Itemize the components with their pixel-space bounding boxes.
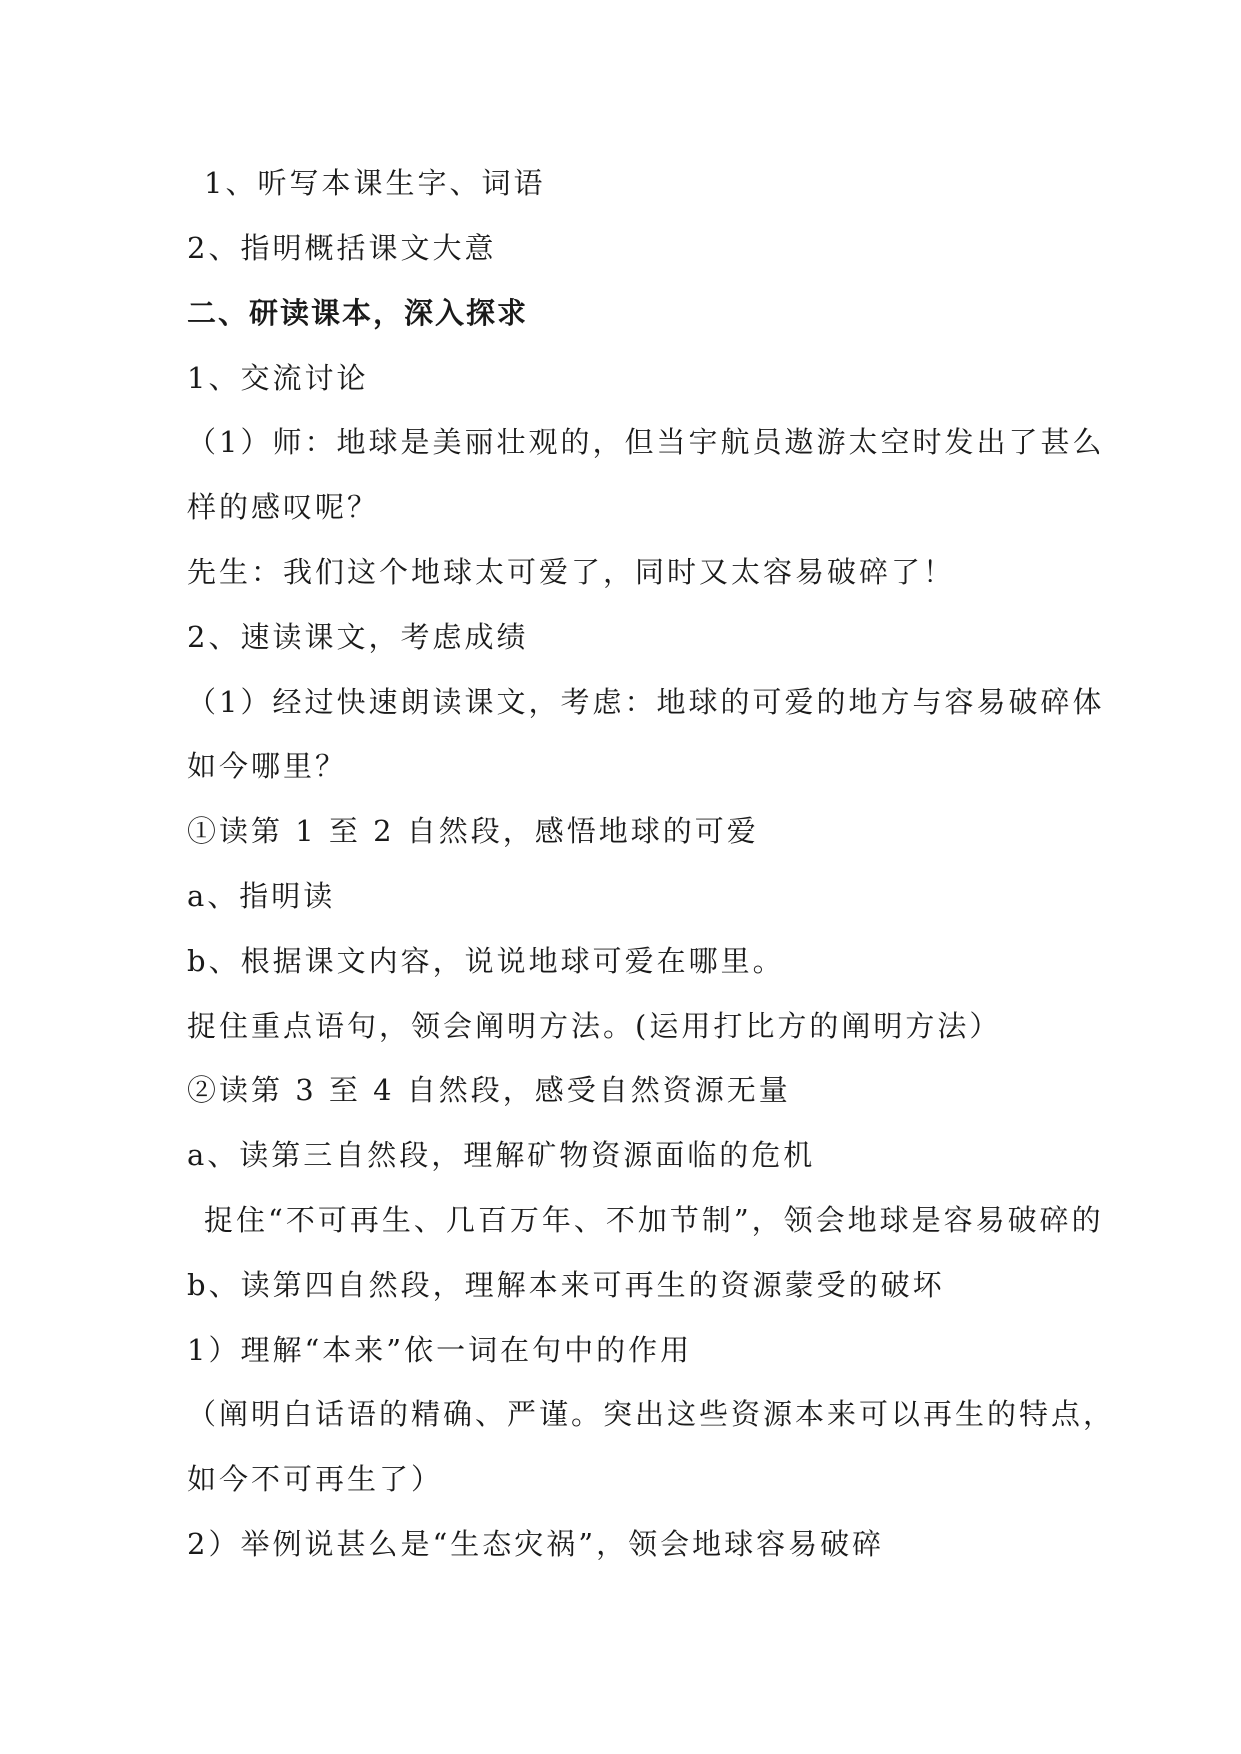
text-line: 如今不可再生了）	[187, 1462, 444, 1496]
section-heading: 二、研读课本，深入探求	[187, 296, 529, 330]
text-line: ②读第 3 至 4 自然段，感受自然资源无量	[187, 1073, 791, 1107]
text-line: 先生：我们这个地球太可爱了，同时又太容易破碎了！	[187, 555, 956, 589]
text-line: ①读第 1 至 2 自然段，感悟地球的可爱	[187, 814, 759, 848]
text-line: 2、指明概括课文大意	[187, 231, 497, 265]
text-line: 2）举例说甚么是“生态灾祸”，领会地球容易破碎	[187, 1527, 885, 1561]
text-line: 2、速读课文，考虑成绩	[187, 620, 529, 654]
text-line: 1）理解“本来”依一词在句中的作用	[187, 1333, 693, 1367]
text-line: b、读第四自然段，理解本来可再生的资源蒙受的破坏	[187, 1268, 945, 1302]
text-line: 如今哪里？	[187, 749, 348, 783]
text-line: 1、听写本课生字、词语	[204, 166, 546, 200]
text-line: （1）经过快速朗读课文，考虑：地球的可爱的地方与容易破碎体	[187, 685, 1105, 719]
text-line: a、读第三自然段，理解矿物资源面临的危机	[187, 1138, 816, 1172]
text-line: （阐明白话语的精确、严谨。突出这些资源本来可以再生的特点，	[187, 1397, 1116, 1431]
text-line: a、指明读	[187, 879, 336, 913]
text-line: 捉住“不可再生、几百万年、不加节制”，领会地球是容易破碎的	[204, 1203, 1104, 1237]
text-line: （1）师：地球是美丽壮观的，但当宇航员遨游太空时发出了甚么	[187, 425, 1105, 459]
text-line: b、根据课文内容，说说地球可爱在哪里。	[187, 944, 785, 978]
text-line: 1、交流讨论	[187, 361, 369, 395]
text-line: 捉住重点语句，领会阐明方法。(运用打比方的阐明方法）	[187, 1009, 1002, 1043]
text-line: 样的感叹呢？	[187, 490, 380, 524]
